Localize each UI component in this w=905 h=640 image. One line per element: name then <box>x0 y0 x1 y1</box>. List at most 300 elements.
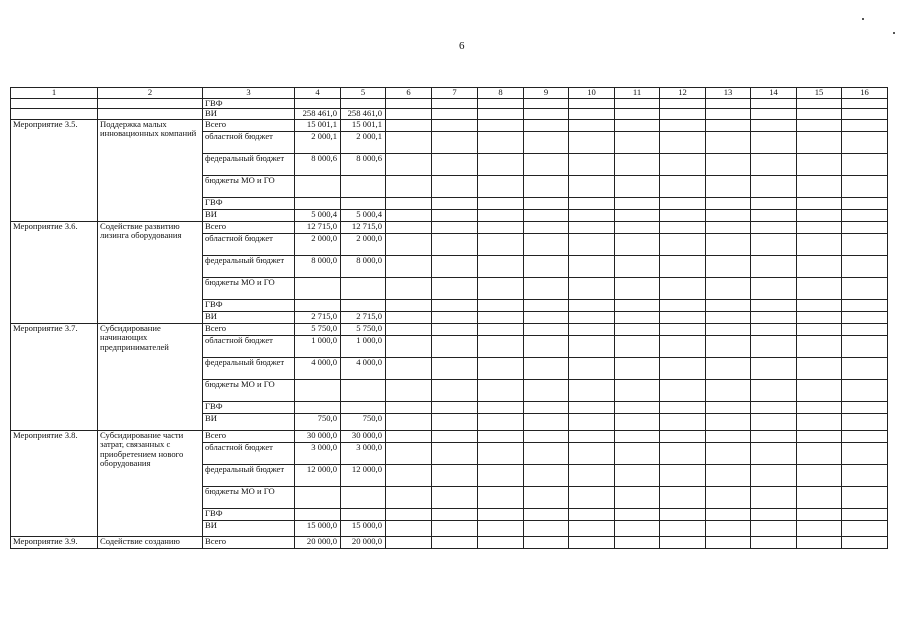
empty-cell <box>615 323 660 335</box>
empty-cell <box>432 277 478 299</box>
column-header: 6 <box>386 88 432 99</box>
empty-cell <box>386 221 432 233</box>
empty-cell <box>842 109 888 120</box>
empty-cell <box>524 175 569 197</box>
value-col-5: 2 000,1 <box>341 131 386 153</box>
funding-source: ГВФ <box>203 508 295 520</box>
empty-cell <box>706 131 751 153</box>
empty-cell <box>842 430 888 442</box>
funding-source: Всего <box>203 536 295 548</box>
empty-cell <box>386 299 432 311</box>
funding-source: ГВФ <box>203 299 295 311</box>
empty-cell <box>706 520 751 536</box>
empty-cell <box>478 379 524 401</box>
value-col-4: 15 001,1 <box>295 119 341 131</box>
empty-cell <box>660 277 706 299</box>
funding-source: федеральный бюджет <box>203 464 295 486</box>
empty-cell <box>660 311 706 323</box>
value-col-5 <box>341 379 386 401</box>
empty-cell <box>432 323 478 335</box>
empty-cell <box>478 323 524 335</box>
empty-cell <box>751 486 797 508</box>
table-row <box>11 536 888 548</box>
funding-source: федеральный бюджет <box>203 153 295 175</box>
empty-cell <box>569 175 615 197</box>
empty-cell <box>797 131 842 153</box>
empty-cell <box>478 277 524 299</box>
empty-cell <box>386 323 432 335</box>
empty-cell <box>615 119 660 131</box>
empty-cell <box>706 401 751 413</box>
empty-cell <box>386 277 432 299</box>
empty-cell <box>751 109 797 120</box>
empty-cell <box>751 520 797 536</box>
value-col-4: 12 715,0 <box>295 221 341 233</box>
empty-cell <box>478 153 524 175</box>
value-col-5: 5 000,4 <box>341 209 386 221</box>
scan-speck <box>862 18 864 20</box>
empty-cell <box>842 379 888 401</box>
empty-cell <box>706 175 751 197</box>
empty-cell <box>432 311 478 323</box>
funding-source: областной бюджет <box>203 335 295 357</box>
funding-source: Всего <box>203 221 295 233</box>
empty-cell <box>615 197 660 209</box>
value-col-4: 20 000,0 <box>295 536 341 548</box>
empty-cell <box>706 536 751 548</box>
empty-cell <box>660 233 706 255</box>
empty-cell <box>615 379 660 401</box>
empty-cell <box>706 277 751 299</box>
empty-cell <box>569 464 615 486</box>
value-col-4 <box>295 277 341 299</box>
empty-cell <box>615 401 660 413</box>
empty-cell <box>706 153 751 175</box>
empty-cell <box>751 197 797 209</box>
header-row <box>11 88 888 99</box>
empty-cell <box>842 131 888 153</box>
empty-cell <box>660 323 706 335</box>
empty-cell <box>751 311 797 323</box>
column-header: 1 <box>11 88 98 99</box>
empty-cell <box>569 335 615 357</box>
empty-cell <box>797 486 842 508</box>
empty-cell <box>386 464 432 486</box>
empty-cell <box>569 255 615 277</box>
empty-cell <box>797 357 842 379</box>
empty-cell <box>842 357 888 379</box>
empty-cell <box>524 221 569 233</box>
empty-cell <box>706 379 751 401</box>
empty-cell <box>478 508 524 520</box>
empty-cell <box>660 299 706 311</box>
table-row <box>11 323 888 335</box>
measure-code: Мероприятие 3.7. <box>11 323 98 430</box>
empty-cell <box>98 98 203 109</box>
value-col-4: 5 000,4 <box>295 209 341 221</box>
value-col-4: 8 000,0 <box>295 255 341 277</box>
empty-cell <box>386 357 432 379</box>
empty-cell <box>797 536 842 548</box>
empty-cell <box>751 442 797 464</box>
empty-cell <box>706 323 751 335</box>
funding-source: ГВФ <box>203 401 295 413</box>
empty-cell <box>524 109 569 120</box>
empty-cell <box>386 131 432 153</box>
funding-source: федеральный бюджет <box>203 357 295 379</box>
empty-cell <box>706 311 751 323</box>
empty-cell <box>797 442 842 464</box>
empty-cell <box>660 153 706 175</box>
empty-cell <box>660 401 706 413</box>
funding-source: ВИ <box>203 520 295 536</box>
value-col-5 <box>341 486 386 508</box>
empty-cell <box>706 413 751 430</box>
column-header: 14 <box>751 88 797 99</box>
empty-cell <box>842 277 888 299</box>
empty-cell <box>615 109 660 120</box>
funding-source: ВИ <box>203 209 295 221</box>
empty-cell <box>432 536 478 548</box>
empty-cell <box>660 379 706 401</box>
page-number: 6 <box>459 40 465 52</box>
value-col-5: 3 000,0 <box>341 442 386 464</box>
empty-cell <box>569 442 615 464</box>
value-col-5 <box>341 197 386 209</box>
empty-cell <box>797 255 842 277</box>
empty-cell <box>386 430 432 442</box>
empty-cell <box>432 442 478 464</box>
empty-cell <box>660 520 706 536</box>
empty-cell <box>842 323 888 335</box>
empty-cell <box>478 357 524 379</box>
empty-cell <box>797 335 842 357</box>
empty-cell <box>432 401 478 413</box>
empty-cell <box>478 131 524 153</box>
empty-cell <box>524 508 569 520</box>
empty-cell <box>386 119 432 131</box>
empty-cell <box>660 335 706 357</box>
empty-cell <box>478 197 524 209</box>
empty-cell <box>842 442 888 464</box>
empty-cell <box>797 109 842 120</box>
empty-cell <box>524 299 569 311</box>
empty-cell <box>842 221 888 233</box>
empty-cell <box>842 197 888 209</box>
column-header: 8 <box>478 88 524 99</box>
value-col-5: 8 000,6 <box>341 153 386 175</box>
empty-cell <box>797 520 842 536</box>
value-col-5: 12 715,0 <box>341 221 386 233</box>
empty-cell <box>478 442 524 464</box>
empty-cell <box>797 119 842 131</box>
empty-cell <box>615 486 660 508</box>
empty-cell <box>660 197 706 209</box>
funding-source: бюджеты МО и ГО <box>203 175 295 197</box>
empty-cell <box>842 119 888 131</box>
funding-source: областной бюджет <box>203 131 295 153</box>
empty-cell <box>842 299 888 311</box>
empty-cell <box>797 233 842 255</box>
empty-cell <box>797 323 842 335</box>
empty-cell <box>615 464 660 486</box>
empty-cell <box>569 430 615 442</box>
measure-name: Субсидирование части затрат, связанных с приобретением нового оборудования <box>98 430 203 536</box>
value-col-5: 2 715,0 <box>341 311 386 323</box>
empty-cell <box>386 255 432 277</box>
empty-cell <box>524 379 569 401</box>
empty-cell <box>432 221 478 233</box>
value-col-5: 15 000,0 <box>341 520 386 536</box>
empty-cell <box>432 255 478 277</box>
empty-cell <box>432 464 478 486</box>
empty-cell <box>432 98 478 109</box>
column-header: 3 <box>203 88 295 99</box>
value-col-5: 5 750,0 <box>341 323 386 335</box>
empty-cell <box>386 209 432 221</box>
empty-cell <box>98 109 203 120</box>
empty-cell <box>706 119 751 131</box>
table-row <box>11 119 888 131</box>
value-col-4 <box>295 379 341 401</box>
empty-cell <box>569 233 615 255</box>
value-col-4: 30 000,0 <box>295 430 341 442</box>
empty-cell <box>386 109 432 120</box>
empty-cell <box>751 233 797 255</box>
empty-cell <box>660 413 706 430</box>
column-header: 16 <box>842 88 888 99</box>
funding-source: ВИ <box>203 109 295 120</box>
empty-cell <box>386 335 432 357</box>
empty-cell <box>386 486 432 508</box>
column-header: 15 <box>797 88 842 99</box>
empty-cell <box>11 109 98 120</box>
empty-cell <box>432 508 478 520</box>
empty-cell <box>524 413 569 430</box>
empty-cell <box>706 357 751 379</box>
empty-cell <box>615 255 660 277</box>
empty-cell <box>386 311 432 323</box>
column-header: 13 <box>706 88 751 99</box>
empty-cell <box>432 413 478 430</box>
empty-cell <box>751 98 797 109</box>
funding-source: Всего <box>203 323 295 335</box>
value-col-4: 2 000,1 <box>295 131 341 153</box>
column-header: 4 <box>295 88 341 99</box>
value-col-5: 258 461,0 <box>341 109 386 120</box>
empty-cell <box>432 379 478 401</box>
empty-cell <box>569 357 615 379</box>
empty-cell <box>842 255 888 277</box>
empty-cell <box>842 486 888 508</box>
value-col-4 <box>295 299 341 311</box>
empty-cell <box>478 486 524 508</box>
empty-cell <box>569 536 615 548</box>
empty-cell <box>751 379 797 401</box>
empty-cell <box>524 536 569 548</box>
empty-cell <box>478 520 524 536</box>
empty-cell <box>615 335 660 357</box>
empty-cell <box>432 486 478 508</box>
empty-cell <box>660 442 706 464</box>
empty-cell <box>842 508 888 520</box>
empty-cell <box>478 233 524 255</box>
empty-cell <box>842 536 888 548</box>
empty-cell <box>524 442 569 464</box>
empty-cell <box>524 430 569 442</box>
value-col-4: 3 000,0 <box>295 442 341 464</box>
funding-source: бюджеты МО и ГО <box>203 277 295 299</box>
empty-cell <box>842 233 888 255</box>
empty-cell <box>706 299 751 311</box>
column-header: 2 <box>98 88 203 99</box>
empty-cell <box>569 277 615 299</box>
value-col-4: 5 750,0 <box>295 323 341 335</box>
empty-cell <box>660 109 706 120</box>
empty-cell <box>706 109 751 120</box>
value-col-4 <box>295 486 341 508</box>
empty-cell <box>797 311 842 323</box>
value-col-4: 12 000,0 <box>295 464 341 486</box>
empty-cell <box>615 221 660 233</box>
empty-cell <box>432 520 478 536</box>
value-col-5: 30 000,0 <box>341 430 386 442</box>
empty-cell <box>478 109 524 120</box>
empty-cell <box>706 442 751 464</box>
empty-cell <box>524 131 569 153</box>
value-col-4: 2 000,0 <box>295 233 341 255</box>
empty-cell <box>386 153 432 175</box>
empty-cell <box>751 323 797 335</box>
empty-cell <box>615 520 660 536</box>
empty-cell <box>751 209 797 221</box>
empty-cell <box>569 299 615 311</box>
empty-cell <box>706 486 751 508</box>
empty-cell <box>524 277 569 299</box>
value-col-5: 8 000,0 <box>341 255 386 277</box>
empty-cell <box>660 508 706 520</box>
empty-cell <box>432 119 478 131</box>
empty-cell <box>842 464 888 486</box>
funding-source: областной бюджет <box>203 233 295 255</box>
empty-cell <box>569 209 615 221</box>
measure-code: Мероприятие 3.9. <box>11 536 98 548</box>
empty-cell <box>432 233 478 255</box>
empty-cell <box>569 109 615 120</box>
empty-cell <box>706 430 751 442</box>
empty-cell <box>386 536 432 548</box>
measure-code: Мероприятие 3.5. <box>11 119 98 221</box>
value-col-4 <box>295 175 341 197</box>
empty-cell <box>706 508 751 520</box>
empty-cell <box>524 209 569 221</box>
empty-cell <box>386 401 432 413</box>
empty-cell <box>478 401 524 413</box>
empty-cell <box>524 233 569 255</box>
empty-cell <box>524 311 569 323</box>
empty-cell <box>524 464 569 486</box>
empty-cell <box>386 442 432 464</box>
empty-cell <box>478 311 524 323</box>
empty-cell <box>706 255 751 277</box>
value-col-4: 2 715,0 <box>295 311 341 323</box>
empty-cell <box>751 153 797 175</box>
empty-cell <box>615 277 660 299</box>
empty-cell <box>660 119 706 131</box>
funding-source: областной бюджет <box>203 442 295 464</box>
value-col-5: 15 001,1 <box>341 119 386 131</box>
empty-cell <box>615 311 660 323</box>
empty-cell <box>842 98 888 109</box>
funding-source: федеральный бюджет <box>203 255 295 277</box>
value-col-4 <box>295 508 341 520</box>
value-col-5: 2 000,0 <box>341 233 386 255</box>
empty-cell <box>615 536 660 548</box>
empty-cell <box>386 197 432 209</box>
empty-cell <box>432 430 478 442</box>
empty-cell <box>432 357 478 379</box>
empty-cell <box>842 335 888 357</box>
empty-cell <box>432 153 478 175</box>
empty-cell <box>706 221 751 233</box>
column-header: 11 <box>615 88 660 99</box>
value-col-5 <box>341 299 386 311</box>
value-col-5 <box>341 508 386 520</box>
empty-cell <box>797 175 842 197</box>
empty-cell <box>797 430 842 442</box>
empty-cell <box>751 464 797 486</box>
empty-cell <box>524 255 569 277</box>
empty-cell <box>842 520 888 536</box>
empty-cell <box>797 508 842 520</box>
measure-name: Содействие развитию лизинга оборудования <box>98 221 203 323</box>
empty-cell <box>797 299 842 311</box>
empty-cell <box>706 335 751 357</box>
empty-cell <box>660 464 706 486</box>
empty-cell <box>386 175 432 197</box>
empty-cell <box>751 277 797 299</box>
empty-cell <box>615 131 660 153</box>
empty-cell <box>478 255 524 277</box>
empty-cell <box>660 221 706 233</box>
empty-cell <box>478 536 524 548</box>
empty-cell <box>524 357 569 379</box>
empty-cell <box>615 299 660 311</box>
empty-cell <box>478 98 524 109</box>
empty-cell <box>478 413 524 430</box>
empty-cell <box>615 233 660 255</box>
empty-cell <box>751 536 797 548</box>
table-row <box>11 109 888 120</box>
value-col-5 <box>341 98 386 109</box>
empty-cell <box>569 153 615 175</box>
empty-cell <box>797 277 842 299</box>
empty-cell <box>842 401 888 413</box>
empty-cell <box>386 98 432 109</box>
empty-cell <box>706 233 751 255</box>
funding-source: Всего <box>203 119 295 131</box>
table-row <box>11 221 888 233</box>
empty-cell <box>615 413 660 430</box>
empty-cell <box>386 379 432 401</box>
empty-cell <box>432 175 478 197</box>
empty-cell <box>524 98 569 109</box>
empty-cell <box>386 520 432 536</box>
empty-cell <box>751 357 797 379</box>
empty-cell <box>478 430 524 442</box>
empty-cell <box>524 323 569 335</box>
empty-cell <box>569 98 615 109</box>
